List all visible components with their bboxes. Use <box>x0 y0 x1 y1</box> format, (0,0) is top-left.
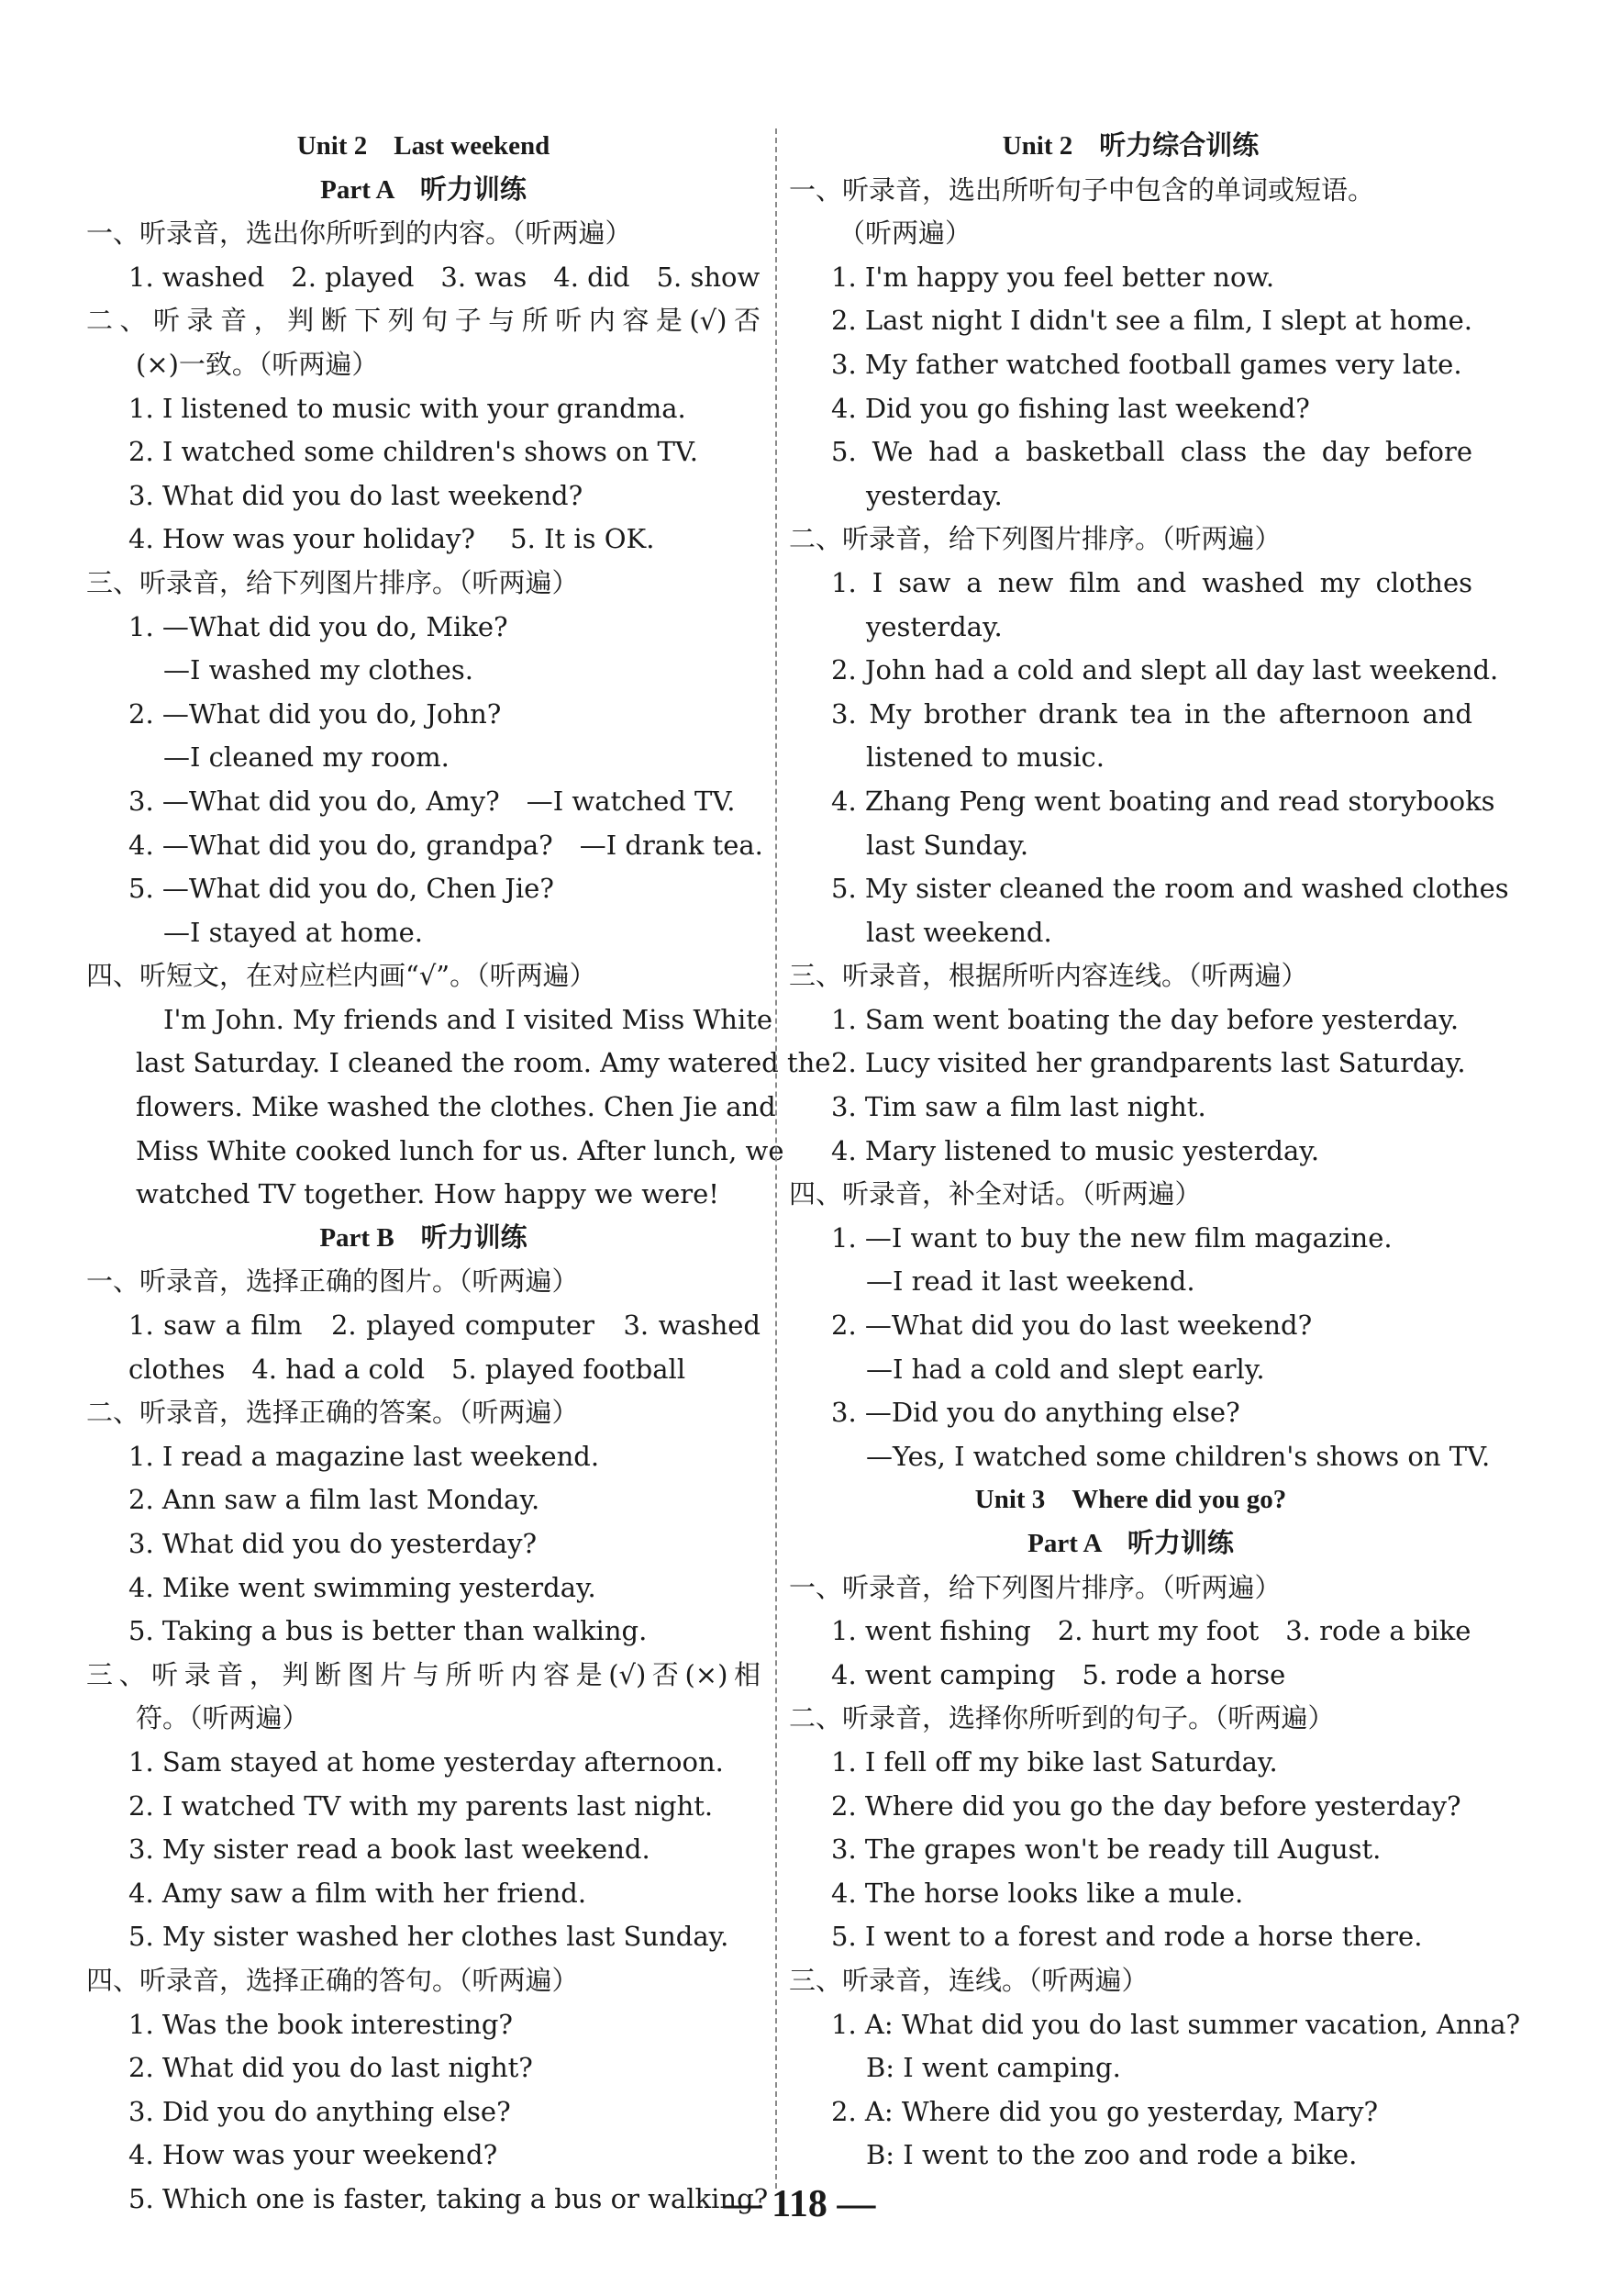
text-line: 5. Taking a bus is better than walking. <box>128 1615 648 1647</box>
text-line: 3. —Did you do anything else? <box>831 1397 1240 1429</box>
text-line: last Sunday. <box>866 829 1029 861</box>
text-line: 5. My sister cleaned the room and washed clothes <box>831 873 1509 905</box>
text-line: 1. Was the book interesting? <box>128 2008 513 2040</box>
text-line: 3. My father watched football games very late. <box>831 348 1462 380</box>
text-line: 2. Where did you go the day before yesterday? <box>831 1789 1461 1822</box>
right-column <box>789 125 1521 2178</box>
text-line: 2. A: Where did you go yesterday, Mary? <box>831 2095 1379 2127</box>
text-line: watched TV together. How happy we were! <box>136 1178 719 1210</box>
text-line: 1. washed 2. played 3. was 4. did 5. show <box>128 261 761 293</box>
text-line: 3. The grapes won't be ready till August. <box>831 1833 1382 1866</box>
text-line: yesterday. <box>866 479 1003 511</box>
section-heading: Part A 听力训练 <box>1027 1529 1234 1558</box>
text-line: 4. The horse looks like a mule. <box>831 1877 1244 1909</box>
text-line: 1. I fell off my bike last Saturday. <box>831 1745 1278 1778</box>
exercise-instruction: 二、听录音，判断下列句子与所听内容是(√)否 <box>86 305 761 337</box>
text-line: 3. My brother drank tea in the afternoon and <box>831 697 1472 730</box>
text-line: 3. —What did you do, Amy? —I watched TV. <box>128 785 736 817</box>
text-line: —I read it last weekend. <box>866 1265 1195 1298</box>
text-line: 5. I went to a forest and rode a horse there. <box>831 1921 1423 1953</box>
text-line: 4. Zhang Peng went boating and read storybooks <box>831 785 1495 817</box>
text-line: 3. What did you do last weekend? <box>128 479 583 511</box>
text-line: 4. Mary listened to music yesterday. <box>831 1134 1320 1166</box>
text-line: last weekend. <box>866 916 1052 948</box>
exercise-instruction: 一、听录音，给下列图片排序。（听两遍） <box>789 1571 1282 1603</box>
text-line: 1. Sam went boating the day before yesterday. <box>831 1003 1460 1035</box>
text-line: 1. I'm happy you feel better now. <box>831 261 1275 293</box>
exercise-instruction: 二、听录音，给下列图片排序。（听两遍） <box>789 523 1282 555</box>
section-heading: Unit 2 听力综合训练 <box>1002 131 1260 161</box>
text-line: 2. —What did you do, John? <box>128 697 502 730</box>
text-line: 2. John had a cold and slept all day last weekend. <box>831 654 1499 686</box>
text-line: Miss White cooked lunch for us. After lunch, we <box>136 1134 784 1166</box>
text-line: 1. Sam stayed at home yesterday afternoon. <box>128 1745 724 1778</box>
text-line: 3. What did you do yesterday? <box>128 1528 538 1559</box>
text-line: 5. We had a basketball class the day before <box>831 436 1472 468</box>
text-line: 1. I listened to music with your grandma. <box>128 392 686 424</box>
text-line: 5. My sister washed her clothes last Sunday. <box>128 1921 729 1953</box>
text-line: 2. Ann saw a film last Monday. <box>128 1484 540 1516</box>
text-line: 4. How was your holiday? 5. It is OK. <box>128 523 655 555</box>
text-line: （听两遍） <box>838 217 972 250</box>
text-line: clothes 4. had a cold 5. played football <box>128 1353 686 1385</box>
exercise-instruction: 三、听录音，连线。（听两遍） <box>789 1964 1149 1996</box>
text-line: —I had a cold and slept early. <box>866 1353 1265 1385</box>
text-line: 4. Mike went swimming yesterday. <box>128 1571 596 1603</box>
text-line: —Yes, I watched some children's shows on TV. <box>866 1440 1491 1472</box>
text-line: 1. —I want to buy the new film magazine. <box>831 1221 1393 1254</box>
text-line: —I washed my clothes. <box>163 654 473 686</box>
text-line: 4. —What did you do, grandpa? —I drank tea. <box>128 829 763 861</box>
exercise-instruction: 三、听录音，给下列图片排序。（听两遍） <box>86 566 579 598</box>
text-line: listened to music. <box>866 741 1105 774</box>
exercise-instruction: 二、听录音，选择你所听到的句子。（听两遍） <box>789 1702 1335 1734</box>
text-line: 2. Lucy visited her grandparents last Saturday. <box>831 1047 1466 1079</box>
section-heading: Unit 3 Where did you go? <box>974 1485 1287 1515</box>
text-line: I'm John. My friends and I visited Miss White <box>163 1003 773 1035</box>
section-heading: Part A 听力训练 <box>320 174 527 205</box>
section-heading: Part B 听力训练 <box>319 1222 527 1253</box>
exercise-instruction: 一、听录音，选出所听句子中包含的单词或短语。 <box>789 173 1375 206</box>
text-line: 1. went fishing 2. hurt my foot 3. rode a bike <box>831 1615 1471 1647</box>
text-line: 4. How was your weekend? <box>128 2139 498 2171</box>
text-line: —I cleaned my room. <box>163 741 450 774</box>
text-line: 1. A: What did you do last summer vacation, Anna? <box>831 2008 1521 2040</box>
column-divider <box>775 128 777 2189</box>
text-line: 3. Tim saw a film last night. <box>831 1091 1206 1123</box>
exercise-instruction: 四、听录音，补全对话。（听两遍） <box>789 1178 1202 1210</box>
text-line: 4. Did you go fishing last weekend? <box>831 392 1310 424</box>
section-heading: Unit 2 Last weekend <box>296 131 550 161</box>
text-line: 1. I saw a new film and washed my clothes <box>831 566 1472 598</box>
text-line: 符。（听两遍） <box>136 1702 309 1734</box>
exercise-instruction: 一、听录音，选出你所听到的内容。（听两遍） <box>86 217 632 250</box>
exercise-instruction: 一、听录音，选择正确的图片。（听两遍） <box>86 1265 579 1298</box>
exercise-instruction: 四、听短文，在对应栏内画“√”。（听两遍） <box>86 960 596 992</box>
text-line: 5. Which one is faster, taking a bus or walking? <box>128 2182 769 2214</box>
text-line: 2. What did you do last night? <box>128 2052 533 2084</box>
exercise-instruction: 四、听录音，选择正确的答句。（听两遍） <box>86 1964 579 1996</box>
text-line: 2. I watched some children's shows on TV. <box>128 436 698 468</box>
text-line: 1. I read a magazine last weekend. <box>128 1440 600 1472</box>
text-line: 1. saw a film 2. played computer 3. washed <box>128 1310 761 1342</box>
exercise-instruction: 三、听录音，判断图片与所听内容是(√)否(×)相 <box>86 1658 761 1690</box>
text-line: flowers. Mike washed the clothes. Chen Jie and <box>136 1091 776 1123</box>
text-line: B: I went to the zoo and rode a bike. <box>866 2139 1358 2171</box>
text-line: 4. Amy saw a film with her friend. <box>128 1877 587 1909</box>
text-line: last Saturday. I cleaned the room. Amy watered the <box>136 1047 831 1079</box>
page-number: — 118 — <box>723 2183 876 2225</box>
text-line: 2. Last night I didn't see a film, I slept at home. <box>831 305 1472 337</box>
exercise-instruction: 二、听录音，选择正确的答案。（听两遍） <box>86 1397 579 1429</box>
text-line: 4. went camping 5. rode a horse <box>831 1658 1286 1690</box>
text-line: —I stayed at home. <box>163 916 424 948</box>
text-line: 2. —What did you do last weekend? <box>831 1310 1313 1342</box>
text-line: 3. My sister read a book last weekend. <box>128 1833 650 1866</box>
text-line: (×)一致。（听两遍） <box>136 348 379 380</box>
text-line: 2. I watched TV with my parents last night. <box>128 1789 714 1822</box>
text-line: 1. —What did you do, Mike? <box>128 610 508 642</box>
text-line: 5. —What did you do, Chen Jie? <box>128 873 554 905</box>
text-line: yesterday. <box>866 610 1003 642</box>
text-line: B: I went camping. <box>866 2052 1121 2084</box>
exercise-instruction: 三、听录音，根据所听内容连线。（听两遍） <box>789 960 1308 992</box>
text-line: 3. Did you do anything else? <box>128 2095 511 2127</box>
